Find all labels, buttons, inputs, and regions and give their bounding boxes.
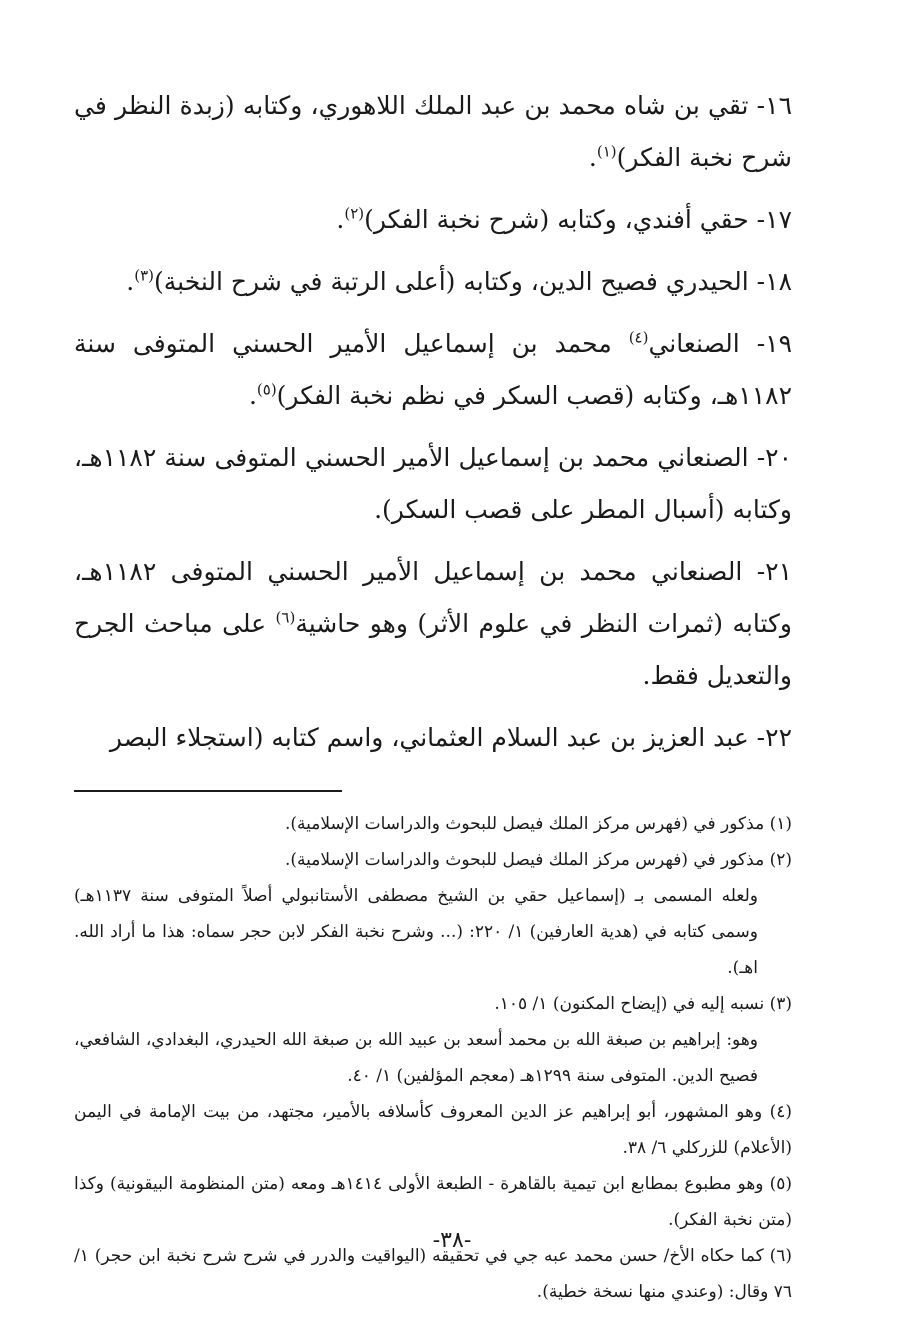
entry-text: ١٨- الحيدري فصيح الدين، وكتابه (أعلى الرتبة في شرح النخبة) bbox=[154, 267, 792, 296]
main-text bbox=[74, 80, 792, 764]
footnote-1: (١) مذكور في (فهرس مركز الملك فيصل للبحوث والدراسات الإسلامية). bbox=[285, 814, 792, 834]
entry-text: ١٧- حقي أفندي، وكتابه (شرح نخبة الفكر) bbox=[364, 205, 792, 234]
footnote-ref[interactable]: (١) bbox=[596, 142, 617, 161]
footnote-2: (٢) مذكور في (فهرس مركز الملك فيصل للبحوث والدراسات الإسلامية). bbox=[285, 850, 792, 870]
entry-19 bbox=[74, 318, 792, 422]
entry-text: ١٦- تقي بن شاه محمد بن عبد الملك اللاهوري، وكتابه (زبدة النظر في شرح نخبة الفكر) bbox=[74, 91, 792, 172]
entry-text-end: . bbox=[588, 143, 597, 172]
entry-text-end: . bbox=[126, 267, 135, 296]
entry-text: ٢١- الصنعاني محمد بن إسماعيل الأمير الحسني المتوفى ١١٨٢هـ، وكتابه (ثمرات النظر في علوم الأثر) وهو حاشية bbox=[74, 557, 792, 638]
entry-16 bbox=[74, 80, 792, 184]
footnote-ref[interactable]: (٦) bbox=[275, 608, 296, 627]
page-number: -٣٨- bbox=[432, 1228, 472, 1253]
entry-22 bbox=[74, 712, 792, 764]
footnote-divider bbox=[74, 790, 342, 792]
footnote-ref[interactable]: (٥) bbox=[256, 380, 277, 399]
footnote-4: (٤) وهو المشهور، أبو إبراهيم عز الدين المعروف كأسلافه بالأمير، مجتهد، من بيت الإمامة في اليمن (الأعلام) للزركلي ٦/ ٣٨. bbox=[74, 1102, 792, 1158]
footnote-6: (٦) كما حكاه الأخ/ حسن محمد عبه جي في تحقيقه (اليواقيت والدرر في شرح شرح نخبة ابن حجر) ١/ ٧٦ وقال: (وعندي منها نسخة خطية). bbox=[74, 1246, 792, 1302]
entry-20 bbox=[74, 432, 792, 536]
entry-text: ٢٢- عبد العزيز بن عبد السلام العثماني، واسم كتابه (استجلاء البصر bbox=[109, 723, 792, 752]
footnote-5: (٥) وهو مطبوع بمطابع ابن تيمية بالقاهرة - الطبعة الأولى ١٤١٤هـ ومعه (متن المنظومة البيقونية) وكذا (متن نخبة الفكر). bbox=[74, 1174, 792, 1230]
entry-text-end: على مباحث الجرح والتعديل فقط. bbox=[74, 609, 792, 690]
entry-21 bbox=[74, 546, 792, 702]
entry-text-end: . bbox=[336, 205, 345, 234]
footnote-ref[interactable]: (٢) bbox=[344, 204, 365, 223]
footnote-2-continuation: ولعله المسمى بـ (إسماعيل حقي بن الشيخ مصطفى الأستانبولي أصلاً المتوفى سنة ١١٣٧هـ) وسمى كتابه في (هدية العارفين) ١/ ٢٢٠: (... وشرح نخبة الفكر لابن حجر سماه: هذا ما أراد الله. اهـ). bbox=[74, 886, 758, 978]
entry-18 bbox=[74, 256, 792, 308]
entry-text-end: . bbox=[248, 381, 257, 410]
footnote-ref[interactable]: (٣) bbox=[134, 266, 154, 285]
entry-text-mid: محمد بن إسماعيل الأمير الحسني المتوفى سنة ١١٨٢هـ، وكتابه (قصب السكر في نظم نخبة الفكر) bbox=[74, 329, 792, 410]
footnote-3-continuation: وهو: إبراهيم بن صبغة الله بن محمد أسعد بن عبيد الله بن صبغة الله الحيدري، البغدادي، الشافعي، فصيح الدين. المتوفى سنة ١٢٩٩هـ (معجم المؤلفين) ١/ ٤٠. bbox=[74, 1030, 758, 1086]
entry-text: ٢٠- الصنعاني محمد بن إسماعيل الأمير الحسني المتوفى سنة ١١٨٢هـ، وكتابه (أسبال المطر على قصب السكر). bbox=[74, 443, 792, 524]
footnote-ref[interactable]: (٤) bbox=[628, 328, 649, 347]
footnote-3: (٣) نسبه إليه في (إيضاح المكنون) ١/ ١٠٥. bbox=[494, 994, 792, 1014]
entry-17 bbox=[74, 194, 792, 246]
entry-text: ١٩- الصنعاني bbox=[648, 329, 792, 358]
